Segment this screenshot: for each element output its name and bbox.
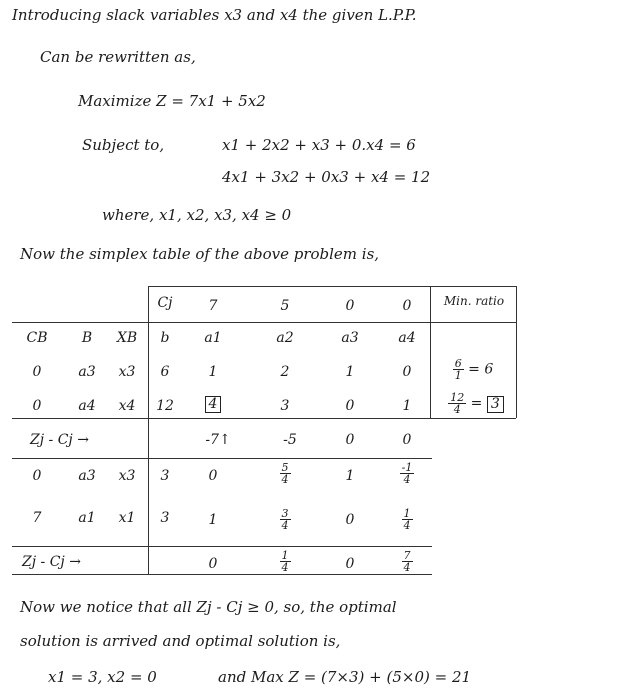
zj-cj-final-a2: $\frac{1}{4}$ <box>281 549 289 574</box>
zj-cj-a1: -7↑ <box>205 432 231 448</box>
table-intro: Now the simplex table of the above problem is, <box>20 245 380 263</box>
min-ratio-header: Min. ratio <box>443 294 505 308</box>
non-negativity: where, x1, x2, x3, x4 ≥ 0 <box>102 206 292 224</box>
zj-cj-final-a1: 0 <box>208 556 218 572</box>
col-header-a2: a2 <box>276 330 294 346</box>
cj-value: 0 <box>345 298 355 314</box>
cell-a2: $\frac{5}{4}$ <box>281 461 289 486</box>
table-iter1-bottom <box>12 418 516 419</box>
cell-basis: a4 <box>78 398 96 414</box>
cj-value: 0 <box>402 298 412 314</box>
cell-a1: 1 <box>208 512 218 528</box>
pivot-element: 4 <box>205 396 222 413</box>
cell-a2: $\frac{3}{4}$ <box>281 507 289 532</box>
col-header-rhs: b <box>160 330 170 346</box>
max-z-result: and Max Z = (7×3) + (5×0) = 21 <box>218 668 472 686</box>
cell-rhs: 6 <box>160 364 170 380</box>
conclusion-line-1: Now we notice that all Zj - Cj ≥ 0, so, the optimal <box>20 598 397 616</box>
subject-to-label: Subject to, <box>82 136 165 154</box>
conclusion-line-2: solution is arrived and optimal solution is, <box>20 632 341 650</box>
cell-cb: 0 <box>32 468 42 484</box>
zj-cj-a4: 0 <box>402 432 412 448</box>
col-header-a4: a4 <box>398 330 416 346</box>
table-top-line <box>148 286 516 287</box>
cell-basis: a3 <box>78 364 96 380</box>
cj-label: Cj <box>157 295 173 311</box>
zj-cj-label: Zj - Cj → <box>30 432 89 448</box>
cell-cb: 7 <box>32 510 42 526</box>
table-vline-right <box>516 286 517 418</box>
cell-a3: 0 <box>345 512 355 528</box>
zj-cj-final-a3: 0 <box>345 556 355 572</box>
col-header-a1: a1 <box>204 330 222 346</box>
col-header-cb: CB <box>26 330 48 346</box>
cell-basis: a3 <box>78 468 96 484</box>
objective-function: Maximize Z = 7x1 + 5x2 <box>78 92 266 110</box>
cj-value: 7 <box>208 298 218 314</box>
cell-a1-pivot <box>198 396 228 413</box>
intro-line-1: Introducing slack variables x3 and x4 the given L.P.P. <box>12 6 417 24</box>
cell-cb: 0 <box>32 364 42 380</box>
zj-cj-a2: -5 <box>283 432 297 448</box>
cell-ratio: $\frac{12}{4}$ = 3 <box>438 392 514 415</box>
cell-basis: a1 <box>78 510 96 526</box>
min-ratio-box: 3 <box>487 396 504 413</box>
zj-cj-label-final: Zj - Cj → <box>22 554 81 570</box>
table-vline-ratio <box>430 286 431 418</box>
zj-cj-final-a4: $\frac{7}{4}$ <box>403 549 411 574</box>
cell-rhs: 12 <box>156 398 174 414</box>
cell-xb: x3 <box>118 468 136 484</box>
zj-cj-a3: 0 <box>345 432 355 448</box>
cell-a4: $\frac{-1}{4}$ <box>401 461 413 486</box>
cell-xb: x4 <box>118 398 136 414</box>
table-bottom-line <box>12 574 432 575</box>
cell-ratio: $\frac{6}{1}$ = 6 <box>454 357 494 382</box>
col-header-b: B <box>81 330 93 346</box>
table-zj1-bottom <box>12 458 432 459</box>
cell-xb: x1 <box>118 510 136 526</box>
cell-xb: x3 <box>118 364 136 380</box>
constraint-1: x1 + 2x2 + x3 + 0.x4 = 6 <box>222 136 416 154</box>
cell-a3: 1 <box>345 364 355 380</box>
col-header-a3: a3 <box>341 330 359 346</box>
cell-a3: 1 <box>345 468 355 484</box>
col-header-xb: XB <box>116 330 138 346</box>
cell-a4: 0 <box>402 364 412 380</box>
table-vline-left <box>148 286 149 574</box>
cell-rhs: 3 <box>160 510 170 526</box>
cell-rhs: 3 <box>160 468 170 484</box>
cell-a2: 3 <box>280 398 290 414</box>
constraint-2: 4x1 + 3x2 + 0x3 + x4 = 12 <box>222 168 431 186</box>
cell-a4: $\frac{1}{4}$ <box>403 507 411 532</box>
cell-a1: 1 <box>208 364 218 380</box>
intro-line-2: Can be rewritten as, <box>40 48 196 66</box>
table-header-line <box>12 322 516 323</box>
cell-a3: 0 <box>345 398 355 414</box>
cell-a4: 1 <box>402 398 412 414</box>
cell-cb: 0 <box>32 398 42 414</box>
optimal-values: x1 = 3, x2 = 0 <box>48 668 157 686</box>
cell-a2: 2 <box>280 364 290 380</box>
table-iter2-bottom <box>12 546 432 547</box>
cell-a1: 0 <box>208 468 218 484</box>
cj-value: 5 <box>280 298 290 314</box>
